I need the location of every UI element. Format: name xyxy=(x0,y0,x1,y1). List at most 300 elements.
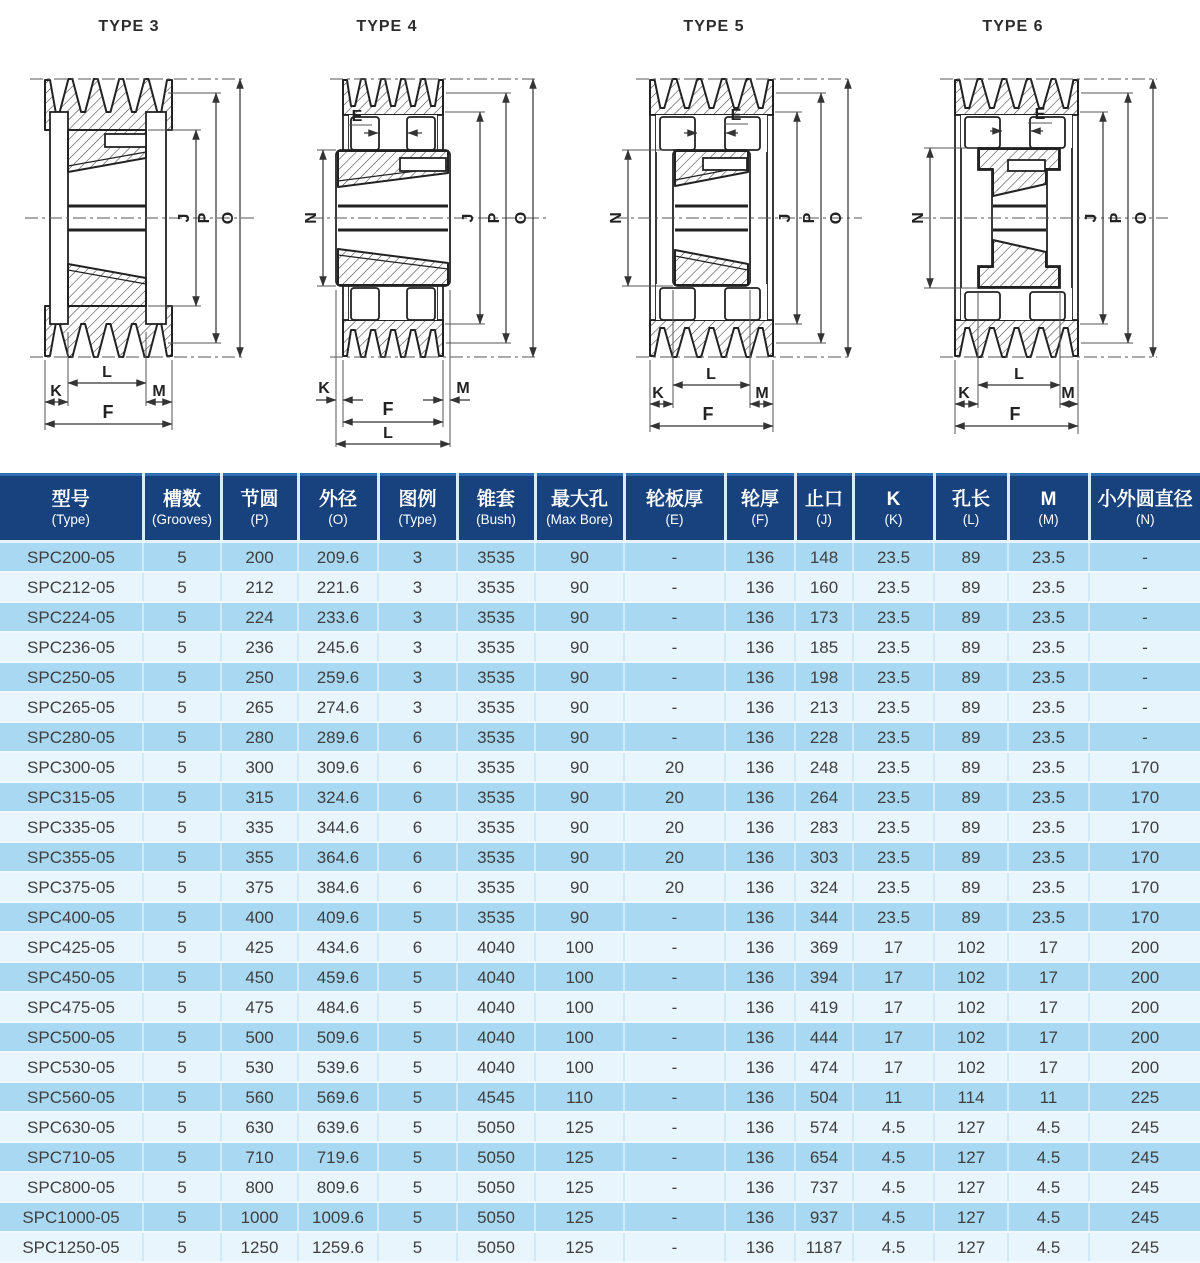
table-cell: 5 xyxy=(143,812,221,842)
table-cell: 136 xyxy=(725,992,795,1022)
table-cell: 3535 xyxy=(457,542,535,573)
table-cell: 4040 xyxy=(457,1052,535,1082)
dim-label-k: K xyxy=(50,383,62,400)
table-cell: 6 xyxy=(378,842,457,872)
table-cell: 639.6 xyxy=(298,1112,378,1142)
table-cell: 324.6 xyxy=(298,782,378,812)
table-row xyxy=(0,632,1200,662)
header-label-en: (Type) xyxy=(398,511,437,527)
table-cell: 5 xyxy=(143,572,221,602)
table-cell: 5 xyxy=(378,1082,457,1112)
table-cell: SPC800-05 xyxy=(0,1172,143,1202)
table-row xyxy=(0,1142,1200,1172)
table-cell: 335 xyxy=(221,812,298,842)
table-cell: 224 xyxy=(221,602,298,632)
table-cell: 6 xyxy=(378,932,457,962)
table-cell: 5 xyxy=(143,542,221,573)
header-label-en: (O) xyxy=(328,511,348,527)
table-cell: 160 xyxy=(795,572,853,602)
table-cell: 200 xyxy=(1089,992,1200,1022)
table-row xyxy=(0,752,1200,782)
table-cell: 127 xyxy=(934,1232,1008,1262)
dim-label-f: F xyxy=(382,399,394,419)
table-row xyxy=(0,572,1200,602)
table-cell: 23.5 xyxy=(853,842,934,872)
table-cell: 136 xyxy=(725,632,795,662)
type6-pulley-drawing xyxy=(900,0,1200,465)
table-cell: 23.5 xyxy=(853,752,934,782)
table-cell: - xyxy=(624,602,725,632)
table-cell: 344 xyxy=(795,902,853,932)
table-cell: 509.6 xyxy=(298,1022,378,1052)
table-cell: 265 xyxy=(221,692,298,722)
diagram-title-type5: TYPE 5 xyxy=(683,18,745,35)
table-row xyxy=(0,1022,1200,1052)
table-cell: 89 xyxy=(934,752,1008,782)
table-cell: 102 xyxy=(934,962,1008,992)
table-row xyxy=(0,962,1200,992)
table-cell: 574 xyxy=(795,1112,853,1142)
table-cell: - xyxy=(624,572,725,602)
table-cell: 250 xyxy=(221,662,298,692)
table-cell: 425 xyxy=(221,932,298,962)
table-cell: - xyxy=(624,1232,725,1262)
table-cell: 6 xyxy=(378,812,457,842)
table-cell: 5 xyxy=(378,1052,457,1082)
dim-label-l: L xyxy=(1014,366,1024,383)
table-cell: 324 xyxy=(795,872,853,902)
table-cell: 289.6 xyxy=(298,722,378,752)
table-cell: 4040 xyxy=(457,962,535,992)
table-cell: 136 xyxy=(725,602,795,632)
table-cell: 23.5 xyxy=(853,572,934,602)
table-cell: 283 xyxy=(795,812,853,842)
table-cell: 274.6 xyxy=(298,692,378,722)
table-cell: - xyxy=(624,932,725,962)
table-cell: 4.5 xyxy=(853,1112,934,1142)
column-header xyxy=(378,475,457,542)
table-cell: SPC475-05 xyxy=(0,992,143,1022)
table-cell: 23.5 xyxy=(853,812,934,842)
table-cell: 5 xyxy=(143,1142,221,1172)
table-cell: 5 xyxy=(143,692,221,722)
table-cell: 3 xyxy=(378,632,457,662)
table-row xyxy=(0,902,1200,932)
table-cell: 110 xyxy=(535,1082,624,1112)
table-cell: 23.5 xyxy=(1008,572,1089,602)
dim-label-m: M xyxy=(1061,385,1075,402)
table-cell: 23.5 xyxy=(853,872,934,902)
column-header xyxy=(0,475,143,542)
table-cell: 5 xyxy=(143,602,221,632)
table-cell: 136 xyxy=(725,1202,795,1232)
table-cell: 5 xyxy=(378,1142,457,1172)
table-cell: 23.5 xyxy=(1008,782,1089,812)
table-cell: 90 xyxy=(535,902,624,932)
table-cell: 3535 xyxy=(457,812,535,842)
table-cell: 20 xyxy=(624,812,725,842)
table-row xyxy=(0,842,1200,872)
table-cell: 233.6 xyxy=(298,602,378,632)
diagram-panel-type5 xyxy=(600,0,900,465)
table-cell: 200 xyxy=(1089,1022,1200,1052)
dim-label-f: F xyxy=(102,402,114,422)
table-cell: 17 xyxy=(853,962,934,992)
table-cell: 3535 xyxy=(457,902,535,932)
table-cell: 5 xyxy=(378,992,457,1022)
table-cell: 136 xyxy=(725,692,795,722)
table-cell: 23.5 xyxy=(1008,722,1089,752)
table-cell: 136 xyxy=(725,1052,795,1082)
table-cell: 170 xyxy=(1089,812,1200,842)
diagram-panel-type3 xyxy=(0,0,300,465)
header-label-en: (J) xyxy=(816,511,832,527)
column-header xyxy=(221,475,298,542)
table-cell: 300 xyxy=(221,752,298,782)
table-cell: 3 xyxy=(378,662,457,692)
table-cell: 136 xyxy=(725,722,795,752)
table-cell: 23.5 xyxy=(1008,692,1089,722)
table-row xyxy=(0,1052,1200,1082)
table-cell: 264 xyxy=(795,782,853,812)
table-cell: 23.5 xyxy=(1008,602,1089,632)
table-cell: 170 xyxy=(1089,902,1200,932)
table-cell: 17 xyxy=(853,1022,934,1052)
table-cell: SPC1000-05 xyxy=(0,1202,143,1232)
table-cell: 5 xyxy=(143,1232,221,1262)
table-cell: 20 xyxy=(624,752,725,782)
table-cell: 125 xyxy=(535,1172,624,1202)
header-label-en: (E) xyxy=(665,511,684,527)
dim-label-j: J xyxy=(460,213,477,223)
table-cell: 102 xyxy=(934,992,1008,1022)
header-label-zh: 最大孔 xyxy=(550,489,608,511)
table-cell: 90 xyxy=(535,872,624,902)
table-cell: 474 xyxy=(795,1052,853,1082)
column-header xyxy=(624,475,725,542)
table-cell: 23.5 xyxy=(1008,872,1089,902)
table-cell: SPC1250-05 xyxy=(0,1232,143,1262)
dim-label-p: P xyxy=(1108,212,1125,224)
table-cell: 475 xyxy=(221,992,298,1022)
table-cell: 136 xyxy=(725,842,795,872)
table-cell: 17 xyxy=(1008,992,1089,1022)
table-cell: - xyxy=(624,962,725,992)
table-row xyxy=(0,692,1200,722)
table-cell: SPC450-05 xyxy=(0,962,143,992)
table-cell: 3 xyxy=(378,602,457,632)
table-cell: 5 xyxy=(143,782,221,812)
table-cell: 4.5 xyxy=(1008,1202,1089,1232)
header-label-en: (N) xyxy=(1135,511,1155,527)
table-cell: 1187 xyxy=(795,1232,853,1262)
column-header xyxy=(143,475,221,542)
table-cell: 23.5 xyxy=(1008,662,1089,692)
header-row xyxy=(0,475,1200,542)
column-header xyxy=(1089,475,1200,542)
table-cell: 5050 xyxy=(457,1232,535,1262)
table-cell: 185 xyxy=(795,632,853,662)
table-cell: 136 xyxy=(725,872,795,902)
table-cell: 20 xyxy=(624,872,725,902)
header-label-en: (Max Bore) xyxy=(546,511,613,527)
table-row xyxy=(0,1112,1200,1142)
table-cell: - xyxy=(624,1082,725,1112)
table-cell: 17 xyxy=(853,992,934,1022)
table-cell: 212 xyxy=(221,572,298,602)
header-label-zh: 轮厚 xyxy=(740,489,779,511)
table-row xyxy=(0,872,1200,902)
table-cell: 5 xyxy=(143,992,221,1022)
dim-label-e: E xyxy=(1034,106,1046,123)
spec-table-body xyxy=(0,542,1200,1263)
table-cell: 5050 xyxy=(457,1172,535,1202)
table-cell: 355 xyxy=(221,842,298,872)
table-cell: 100 xyxy=(535,1052,624,1082)
table-cell: - xyxy=(1089,722,1200,752)
table-cell: 3 xyxy=(378,572,457,602)
table-cell: 504 xyxy=(795,1082,853,1112)
table-cell: 6 xyxy=(378,722,457,752)
dim-label-o: O xyxy=(220,211,237,225)
table-cell: SPC560-05 xyxy=(0,1082,143,1112)
table-row xyxy=(0,1172,1200,1202)
header-label-en: (Type) xyxy=(51,511,90,527)
column-header xyxy=(298,475,378,542)
table-cell: 394 xyxy=(795,962,853,992)
table-cell: 364.6 xyxy=(298,842,378,872)
header-label-zh: 节圆 xyxy=(240,489,279,511)
dim-label-n: N xyxy=(910,212,927,224)
column-header xyxy=(457,475,535,542)
table-cell: - xyxy=(624,1112,725,1142)
table-cell: 4.5 xyxy=(853,1202,934,1232)
dim-label-m: M xyxy=(456,380,470,397)
table-cell: 100 xyxy=(535,992,624,1022)
table-cell: 200 xyxy=(1089,1052,1200,1082)
table-cell: - xyxy=(624,662,725,692)
column-header xyxy=(725,475,795,542)
column-header xyxy=(853,475,934,542)
table-cell: SPC335-05 xyxy=(0,812,143,842)
table-cell: SPC250-05 xyxy=(0,662,143,692)
table-cell: 125 xyxy=(535,1142,624,1172)
table-cell: 114 xyxy=(934,1082,1008,1112)
table-cell: 4545 xyxy=(457,1082,535,1112)
header-label-en: (Grooves) xyxy=(151,511,212,527)
table-cell: 3 xyxy=(378,542,457,573)
table-cell: 221.6 xyxy=(298,572,378,602)
table-cell: 20 xyxy=(624,782,725,812)
table-cell: SPC400-05 xyxy=(0,902,143,932)
table-cell: 136 xyxy=(725,1232,795,1262)
table-cell: 89 xyxy=(934,692,1008,722)
table-cell: 136 xyxy=(725,752,795,782)
dim-label-p: P xyxy=(196,212,213,224)
table-cell: 5 xyxy=(143,752,221,782)
table-cell: 102 xyxy=(934,1052,1008,1082)
header-label-zh: 小外圆直径 xyxy=(1097,489,1193,511)
table-cell: - xyxy=(1089,692,1200,722)
table-cell: 236 xyxy=(221,632,298,662)
table-cell: - xyxy=(1089,542,1200,573)
header-label-zh: 槽数 xyxy=(162,489,201,511)
table-row xyxy=(0,722,1200,752)
table-cell: 245 xyxy=(1089,1232,1200,1262)
table-cell: 125 xyxy=(535,1112,624,1142)
table-cell: 213 xyxy=(795,692,853,722)
table-cell: 3535 xyxy=(457,782,535,812)
table-cell: - xyxy=(624,542,725,573)
table-cell: 100 xyxy=(535,1022,624,1052)
diagram-title-type4: TYPE 4 xyxy=(356,18,418,35)
table-cell: 5 xyxy=(143,962,221,992)
table-cell: 136 xyxy=(725,662,795,692)
header-label-en: (M) xyxy=(1038,511,1059,527)
table-cell: SPC530-05 xyxy=(0,1052,143,1082)
table-cell: 1250 xyxy=(221,1232,298,1262)
table-cell: 419 xyxy=(795,992,853,1022)
dim-label-l: L xyxy=(383,425,393,442)
table-cell: 5 xyxy=(378,902,457,932)
table-cell: 228 xyxy=(795,722,853,752)
table-cell: 200 xyxy=(1089,962,1200,992)
table-cell: 89 xyxy=(934,572,1008,602)
table-cell: - xyxy=(1089,572,1200,602)
table-cell: 136 xyxy=(725,1142,795,1172)
table-cell: 4.5 xyxy=(853,1172,934,1202)
table-cell: 89 xyxy=(934,662,1008,692)
table-row xyxy=(0,602,1200,632)
table-cell: 710 xyxy=(221,1142,298,1172)
table-cell: 5 xyxy=(143,932,221,962)
dim-label-p: P xyxy=(801,212,818,224)
table-cell: 90 xyxy=(535,632,624,662)
table-cell: 23.5 xyxy=(1008,752,1089,782)
table-cell: 303 xyxy=(795,842,853,872)
table-cell: 3535 xyxy=(457,752,535,782)
column-header xyxy=(1008,475,1089,542)
table-cell: 5 xyxy=(143,1022,221,1052)
table-cell: 200 xyxy=(221,542,298,573)
table-cell: 90 xyxy=(535,542,624,573)
table-cell: SPC425-05 xyxy=(0,932,143,962)
table-cell: 136 xyxy=(725,1112,795,1142)
table-cell: - xyxy=(624,1142,725,1172)
dim-label-l: L xyxy=(102,364,112,381)
table-cell: 100 xyxy=(535,932,624,962)
table-cell: 17 xyxy=(1008,1052,1089,1082)
table-cell: 369 xyxy=(795,932,853,962)
header-label-en: (P) xyxy=(250,511,269,527)
table-cell: 4.5 xyxy=(1008,1172,1089,1202)
table-cell: 89 xyxy=(934,812,1008,842)
table-cell: 1009.6 xyxy=(298,1202,378,1232)
table-cell: 127 xyxy=(934,1172,1008,1202)
table-cell: 90 xyxy=(535,572,624,602)
table-cell: 4.5 xyxy=(853,1142,934,1172)
header-label-en: (F) xyxy=(751,511,769,527)
table-cell: - xyxy=(624,722,725,752)
table-cell: 800 xyxy=(221,1172,298,1202)
table-cell: SPC355-05 xyxy=(0,842,143,872)
table-cell: 11 xyxy=(853,1082,934,1112)
table-cell: - xyxy=(1089,662,1200,692)
table-cell: 450 xyxy=(221,962,298,992)
table-cell: 809.6 xyxy=(298,1172,378,1202)
table-cell: 136 xyxy=(725,572,795,602)
dim-label-k: K xyxy=(318,380,330,397)
table-cell: 23.5 xyxy=(853,662,934,692)
table-cell: 17 xyxy=(1008,1022,1089,1052)
table-cell: 127 xyxy=(934,1202,1008,1232)
table-cell: 384.6 xyxy=(298,872,378,902)
table-cell: 136 xyxy=(725,1172,795,1202)
table-cell: 23.5 xyxy=(853,782,934,812)
table-cell: 136 xyxy=(725,782,795,812)
table-cell: 100 xyxy=(535,962,624,992)
table-cell: 3535 xyxy=(457,692,535,722)
table-cell: SPC300-05 xyxy=(0,752,143,782)
dim-label-j: J xyxy=(777,213,794,223)
table-cell: 259.6 xyxy=(298,662,378,692)
table-cell: 89 xyxy=(934,542,1008,573)
table-row xyxy=(0,782,1200,812)
table-cell: 5 xyxy=(378,1022,457,1052)
header-label-zh: 止口 xyxy=(804,489,843,511)
table-cell: 3535 xyxy=(457,872,535,902)
table-row xyxy=(0,1232,1200,1262)
table-cell: SPC200-05 xyxy=(0,542,143,573)
header-label-zh: 轮板厚 xyxy=(645,489,703,511)
table-cell: 1259.6 xyxy=(298,1232,378,1262)
table-cell: 4040 xyxy=(457,932,535,962)
spec-table-head xyxy=(0,475,1200,542)
table-cell: 89 xyxy=(934,782,1008,812)
dim-label-f: F xyxy=(1009,404,1021,424)
table-cell: 245 xyxy=(1089,1142,1200,1172)
table-cell: 5 xyxy=(378,1112,457,1142)
table-cell: 630 xyxy=(221,1112,298,1142)
table-cell: 569.6 xyxy=(298,1082,378,1112)
table-cell: - xyxy=(624,1052,725,1082)
dim-label-j: J xyxy=(1083,213,1100,223)
table-cell: 737 xyxy=(795,1172,853,1202)
table-cell: 6 xyxy=(378,752,457,782)
table-cell: 5 xyxy=(143,1202,221,1232)
table-cell: 170 xyxy=(1089,872,1200,902)
table-cell: 530 xyxy=(221,1052,298,1082)
table-cell: 4.5 xyxy=(853,1232,934,1262)
table-cell: 5 xyxy=(378,1232,457,1262)
table-cell: 5 xyxy=(378,962,457,992)
diagram-title-type6: TYPE 6 xyxy=(982,18,1044,35)
table-cell: 245 xyxy=(1089,1202,1200,1232)
table-row xyxy=(0,992,1200,1022)
dim-label-m: M xyxy=(152,383,166,400)
table-cell: 309.6 xyxy=(298,752,378,782)
table-cell: 5050 xyxy=(457,1142,535,1172)
table-cell: 23.5 xyxy=(1008,842,1089,872)
diagram-panel-type4 xyxy=(300,0,600,465)
table-cell: 90 xyxy=(535,662,624,692)
table-cell: 89 xyxy=(934,602,1008,632)
table-cell: 170 xyxy=(1089,752,1200,782)
table-cell: 90 xyxy=(535,782,624,812)
table-cell: - xyxy=(624,1202,725,1232)
table-cell: 5050 xyxy=(457,1202,535,1232)
table-cell: - xyxy=(624,1172,725,1202)
